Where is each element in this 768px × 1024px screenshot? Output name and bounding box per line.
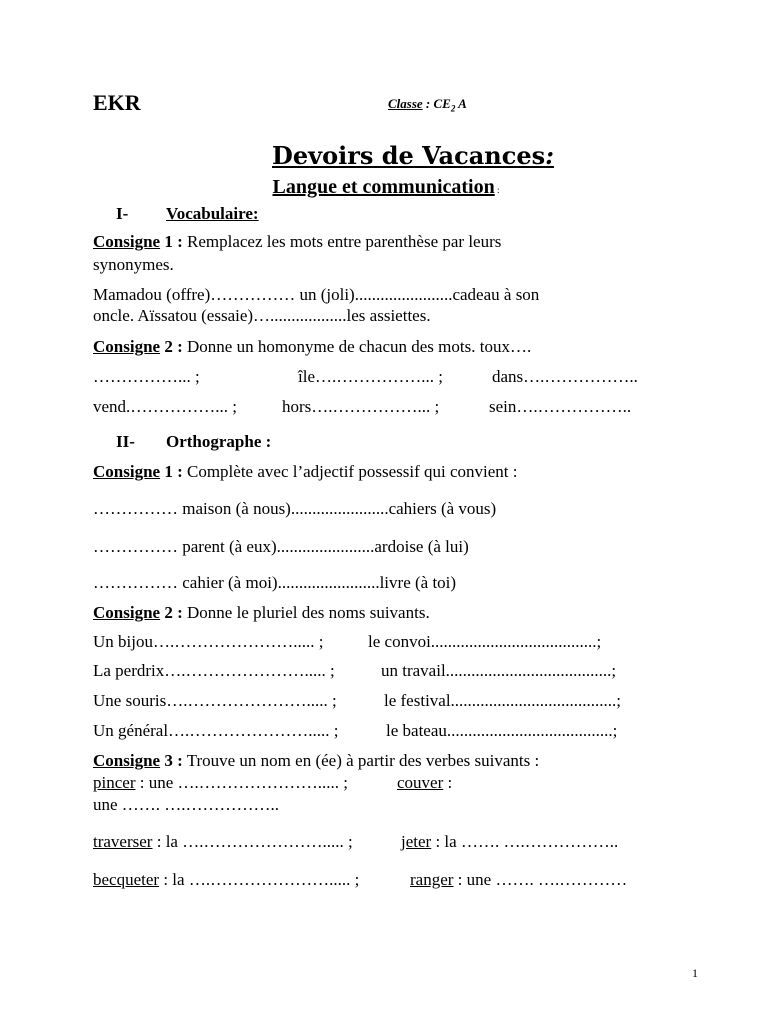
verb-word: jeter	[401, 832, 432, 851]
verb-word: traverser	[93, 832, 153, 851]
plural-row-right: un travail.......................................;	[381, 661, 617, 680]
plural-row-right: le convoi.......................................;	[368, 632, 602, 651]
consigne-label: Consigne	[93, 603, 161, 622]
ortho-consigne-3	[93, 751, 539, 771]
section-orthographe	[116, 432, 271, 452]
noun-row-3-a	[93, 870, 359, 890]
class-value-sub: 2	[450, 103, 456, 114]
consigne-label: Consigne	[93, 462, 161, 481]
homonym-row-2-a: vend.……………... ;	[93, 397, 238, 416]
homonym-row-1-b: île….……………... ;	[298, 367, 443, 386]
homonym-row-2-c: sein….……………..	[489, 397, 632, 416]
plural-row-left: La perdrix….…………………..... ;	[93, 661, 335, 680]
consigne-number: 2 :	[160, 603, 183, 622]
ortho-consigne-2	[93, 603, 430, 623]
section-number: I-	[116, 204, 129, 223]
section-number: II-	[116, 432, 135, 451]
possessive-line-2: …………… parent (à eux).......................ardoise (à lui)	[93, 537, 469, 556]
consigne-label: Consigne	[93, 232, 161, 251]
consigne-label: Consigne	[93, 751, 161, 770]
plural-row-right: le festival.......................................;	[384, 691, 622, 710]
verb-word: couver	[397, 773, 444, 792]
subtitle	[0, 176, 768, 199]
consigne-number: 3 :	[160, 751, 183, 770]
verb-answer: : une ….…………………..... ;	[135, 773, 348, 792]
vocab-consigne-1	[93, 232, 501, 252]
subtitle-colon: :	[494, 185, 500, 195]
subtitle-text: Langue et communication	[272, 176, 495, 198]
plural-row-right: le bateau.......................................;	[386, 721, 618, 740]
plural-row-left: Une souris….…………………..... ;	[93, 691, 337, 710]
possessive-line-3: …………… cahier (à moi)........................livre (à toi)	[93, 573, 457, 592]
school-name: EKR	[93, 90, 141, 115]
class-sep: :	[422, 96, 434, 111]
class-value-prefix: CE	[433, 96, 451, 111]
consigne-number: 1 :	[160, 232, 183, 251]
possessive-line-1: …………… maison (à nous).......................cahiers (à vous)	[93, 499, 497, 518]
verb-answer: : la ….…………………..... ;	[159, 870, 360, 889]
homonym-row-1-c: dans….……………..	[492, 367, 638, 386]
verb-answer: : la ……. ….……………..	[431, 832, 619, 851]
vocab-exercise-line-2: oncle. Aïssatou (essaie)…..................les assiettes.	[93, 306, 431, 325]
vocab-consigne-2	[93, 337, 531, 357]
consigne-text: Donne le pluriel des noms suivants.	[182, 603, 430, 622]
consigne-text: Complète avec l’adjectif possessif qui convient :	[182, 462, 518, 481]
verb-word: becqueter	[93, 870, 160, 889]
class-label: Classe	[388, 96, 423, 111]
class-info	[388, 96, 467, 114]
page-title-text: Devoirs de Vacances	[272, 141, 546, 170]
consigne-text: Remplacez les mots entre parenthèse par leurs	[182, 232, 502, 251]
homonym-row-2-b: hors….……………... ;	[282, 397, 440, 416]
verb-answer: : la ….…………………..... ;	[152, 832, 353, 851]
ortho-consigne-1	[93, 462, 517, 482]
vocab-exercise-line-1: Mamadou (offre)…………… un (joli).......................cadeau à son	[93, 285, 540, 304]
class-value-suffix: A	[455, 96, 467, 111]
noun-row-3-b	[410, 870, 627, 890]
section-title: Vocabulaire:	[166, 204, 259, 223]
page-number: 1	[692, 966, 698, 980]
page-title	[0, 141, 768, 170]
noun-row-1-a	[93, 773, 348, 793]
verb-answer: :	[443, 773, 453, 792]
verb-answer: : une ……. ….…………	[453, 870, 628, 889]
consigne-number: 2 :	[160, 337, 183, 356]
consigne-label: Consigne	[93, 337, 161, 356]
vocab-consigne-1-cont: synonymes.	[93, 255, 174, 274]
plural-row-left: Un bijou….…………………..... ;	[93, 632, 324, 651]
homonym-row-1-a: ……………... ;	[93, 367, 200, 386]
consigne-text: Trouve un nom en (ée) à partir des verbes suivants :	[182, 751, 540, 770]
consigne-text: Donne un homonyme de chacun des mots. toux….	[182, 337, 532, 356]
page-title-colon: :	[545, 141, 554, 170]
plural-row-left: Un général….…………………..... ;	[93, 721, 339, 740]
section-vocabulaire	[116, 204, 259, 224]
noun-row-1-cont: une ……. ….……………..	[93, 795, 280, 814]
noun-row-2-a	[93, 832, 353, 852]
verb-word: ranger	[410, 870, 454, 889]
noun-row-2-b	[401, 832, 618, 852]
consigne-number: 1 :	[160, 462, 183, 481]
noun-row-1-b	[397, 773, 452, 793]
section-title: Orthographe :	[166, 432, 272, 451]
verb-word: pincer	[93, 773, 136, 792]
